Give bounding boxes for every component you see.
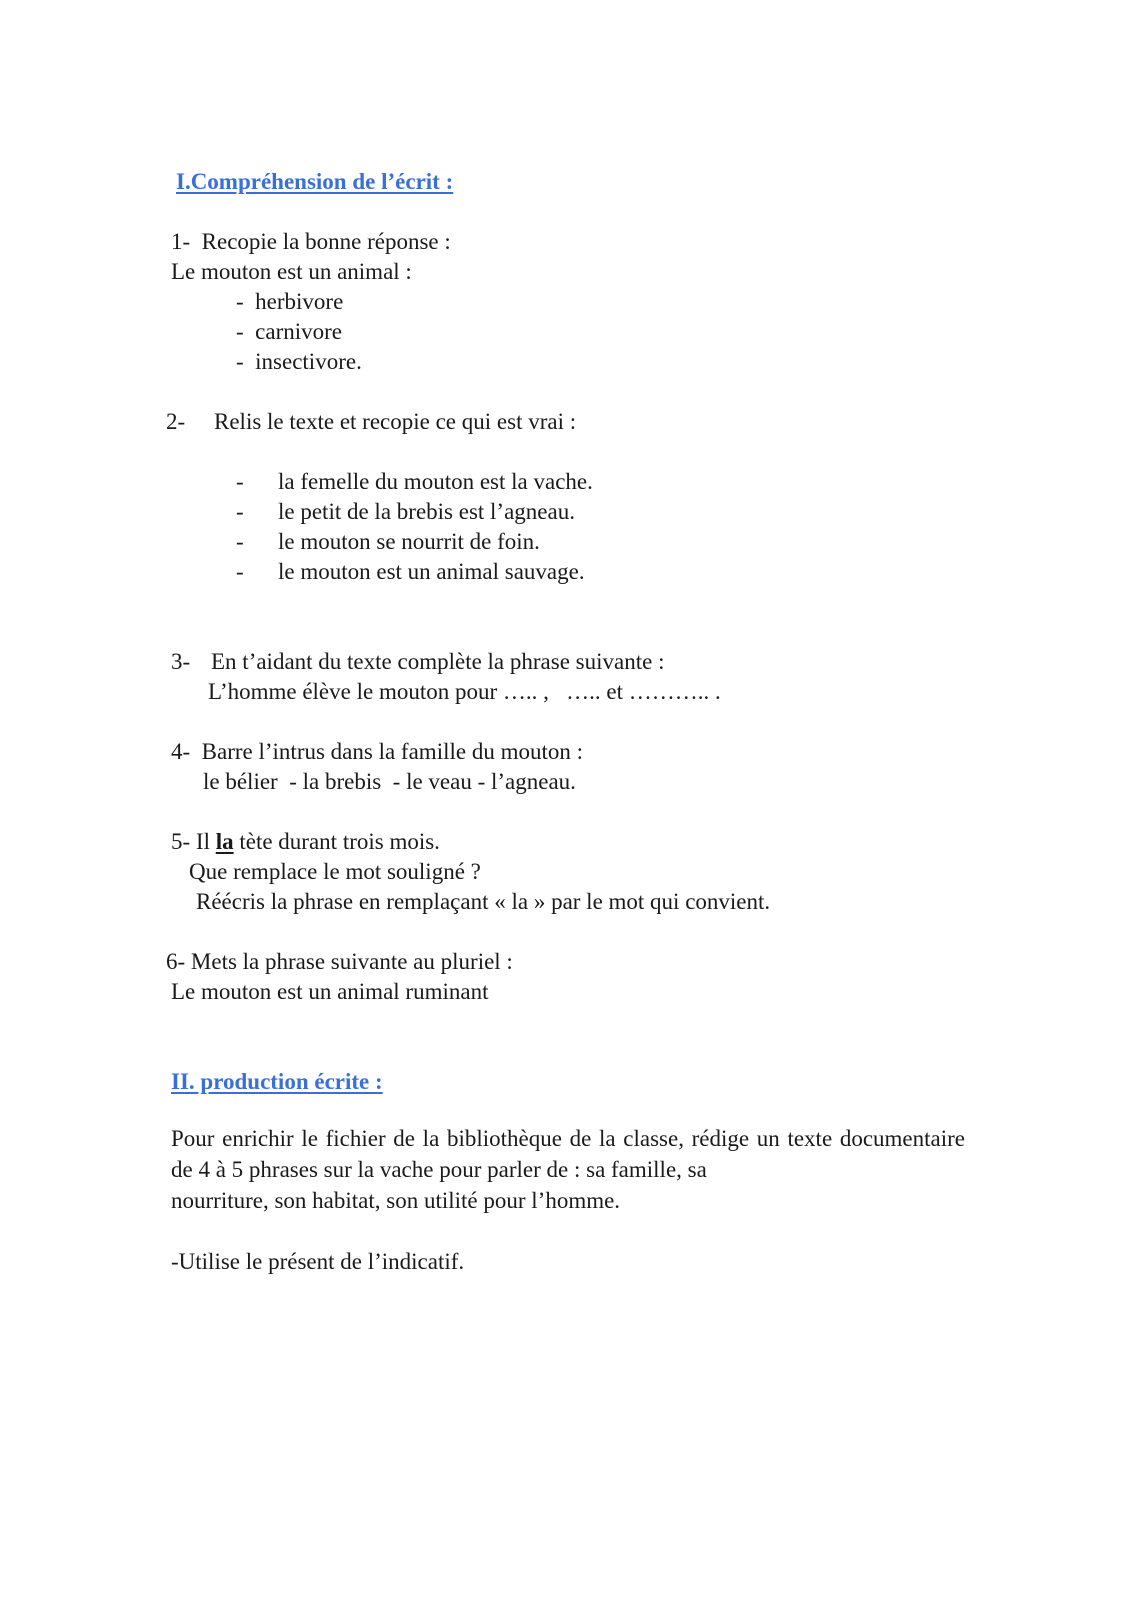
q2-option-4: le mouton est un animal sauvage. [278, 559, 585, 584]
production-paragraph-body: Pour enrichir le fichier de la bibliothèque de la classe, rédige un texte documentaire de 4 à 5 phrases sur la vache pour parler de : sa famille, sa [171, 1126, 965, 1182]
section-2-heading: II. production écrite : [171, 1069, 383, 1094]
q5-instruction: Réécris la phrase en remplaçant « la » par le mot qui convient. [196, 889, 771, 914]
q5-sentence [171, 830, 440, 853]
q5-suffix: tète durant trois mois. [233, 829, 440, 854]
q1-option-2: - carnivore [236, 319, 342, 344]
q3-sentence: L’homme élève le mouton pour ….. , ….. et ……….. . [208, 679, 721, 704]
q5-question: Que remplace le mot souligné ? [189, 859, 481, 884]
q6-sentence: Le mouton est un animal ruminant [171, 979, 489, 1004]
q2-number: 2- [166, 409, 186, 434]
q6-prompt: 6- Mets la phrase suivante au pluriel : [166, 949, 513, 974]
q2-bullet-4: - [236, 559, 244, 584]
q2-bullet-3: - [236, 529, 244, 554]
q1-stem: Le mouton est un animal : [171, 259, 412, 284]
q1-option-3: - insectivore. [236, 349, 362, 374]
q5-underlined-word: la [215, 829, 234, 854]
section-1-heading: I.Compréhension de l’écrit : [176, 169, 454, 194]
q3-number: 3- [171, 649, 191, 674]
production-paragraph-last-line: nourriture, son habitat, son utilité pour l’homme. [171, 1188, 621, 1213]
q4-prompt: 4- Barre l’intrus dans la famille du mouton : [171, 739, 583, 764]
q3-prompt: En t’aidant du texte complète la phrase suivante : [211, 649, 665, 674]
production-instruction: -Utilise le présent de l’indicatif. [171, 1249, 465, 1274]
production-paragraph [171, 1123, 965, 1216]
q2-prompt: Relis le texte et recopie ce qui est vrai : [214, 409, 577, 434]
q2-bullet-1: - [236, 469, 244, 494]
q5-prefix: 5- Il [171, 829, 216, 854]
q1-option-1: - herbivore [236, 289, 344, 314]
q2-bullet-2: - [236, 499, 244, 524]
q1-prompt: 1- Recopie la bonne réponse : [171, 229, 451, 254]
q2-option-1: la femelle du mouton est la vache. [278, 469, 593, 494]
q4-words: le bélier - la brebis - le veau - l’agneau. [203, 769, 576, 794]
q2-option-3: le mouton se nourrit de foin. [278, 529, 540, 554]
q2-option-2: le petit de la brebis est l’agneau. [278, 499, 575, 524]
